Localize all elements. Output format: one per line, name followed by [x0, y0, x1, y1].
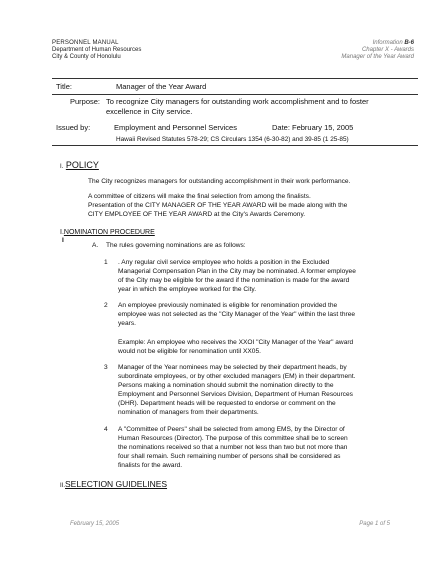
item-3-line-6: nomination of managers from their departments.	[118, 409, 259, 416]
title-label: Title:	[56, 82, 72, 91]
item-1-line-1: . Any regular civil service employee who holds a position in the Excluded	[118, 259, 330, 266]
info-top-rule	[52, 78, 418, 79]
issued-value: Employment and Personnel Services	[114, 123, 237, 132]
footer-date: February 15, 2005	[70, 521, 120, 527]
section-code: B-6	[404, 40, 414, 46]
department-name: Department of Human Resources	[52, 47, 142, 53]
item-3-line-3: Persons making a nomination should submit the nomination directly to the	[118, 382, 334, 389]
manual-header-left	[52, 40, 141, 61]
item-1-number: 1	[104, 259, 108, 266]
purpose-label: Purpose:	[70, 97, 101, 106]
footer-page-number: Page 1 of 5	[359, 521, 390, 527]
selection-heading	[60, 479, 167, 492]
example-line-1: Example: An employee who receives the XXOI "City Manager of the Year" award	[118, 339, 354, 346]
item-3-number: 3	[104, 364, 108, 371]
item-4-line-5: finalists for the award.	[118, 462, 183, 469]
selection-number: II.	[60, 483, 66, 489]
statutes: Hawaii Revised Statutes 578-29; CS Circulars 1354 (6-30-82) and 39-85 (1 25-85)	[116, 136, 349, 143]
item-4-line-2: Human Resources (Director). The purpose of this committee shall be to screen	[118, 435, 348, 442]
item-2-line-3: years.	[118, 320, 136, 327]
issued-label: Issued by:	[56, 123, 91, 132]
item-2-line-1: An employee previously nominated is eligible for renomination provided the	[118, 302, 338, 309]
item-2-line-2: employee was not selected as the "City Manager of the Year" within the last three	[118, 311, 356, 318]
item-3-line-2: subordinate employees, or by other excluded managers (EM) in their department.	[118, 373, 356, 380]
item-3-line-1: Manager of the Year nominees may be selected by their department heads, by	[118, 364, 347, 371]
item-1-line-4: year in which the employee worked for the City.	[118, 286, 257, 293]
chapter-name: Chapter X - Awards	[361, 47, 414, 53]
selection-title: SELECTION GUIDELINES	[65, 479, 168, 489]
rule-a-label: A.	[92, 242, 99, 249]
item-4-line-3: the nominations received so that a number not less than two but not more than	[118, 444, 348, 451]
policy-paragraph-2-line-1: A committee of citizens will make the final selection from among the finalists.	[88, 193, 311, 200]
purpose-line-2: excellence in City service.	[106, 107, 193, 116]
policy-number: I.	[60, 164, 64, 170]
policy-paragraph-2-line-3: CITY EMPLOYEE OF THE YEAR AWARD at the City's Awards Ceremony.	[88, 211, 306, 218]
nomination-title: NOMINATION PROCEDURE	[63, 229, 155, 236]
manual-name: PERSONNEL MANUAL	[52, 40, 119, 46]
nomination-heading	[60, 228, 155, 237]
nomination-marker: I	[62, 237, 64, 244]
item-1-line-3: of the City may be eligible for the award if the nomination is made for the award	[118, 277, 350, 284]
nomination-number: I.	[60, 229, 64, 236]
policy-paragraph-2-line-2: Presentation of the CITY MANAGER OF THE YEAR AWARD will be made along with the	[88, 202, 348, 209]
rule-a-text: The rules governing nominations are as follows:	[106, 242, 246, 249]
manual-header-right	[341, 40, 414, 61]
item-4-number: 4	[104, 426, 108, 433]
policy-heading	[60, 160, 99, 173]
item-4-line-4: four shall remain. Such remaining number of persons shall be considered as	[118, 453, 341, 460]
example-line-2: would not be eligible for renomination until XX05.	[118, 348, 261, 355]
award-name: Manager of the Year Award	[341, 54, 414, 60]
city-name: City & County of Honolulu	[52, 54, 121, 60]
title-value: Manager of the Year Award	[116, 82, 207, 91]
policy-paragraph-1: The City recognizes managers for outstanding accomplishment in their work performance.	[88, 178, 351, 185]
item-2-number: 2	[104, 302, 108, 309]
item-3-line-4: Employment and Personnel Services Division, Department of Human Resources	[118, 391, 353, 398]
item-1-line-2: Managerial Compensation Plan in the City may be nominated. A former employee	[118, 268, 356, 275]
item-3-line-5: (DHR). Department heads will be requested to endorse or comment on the	[118, 400, 336, 407]
section-label: Information	[372, 40, 403, 46]
info-bottom-rule	[52, 145, 418, 146]
issue-date: Date: February 15, 2005	[272, 123, 354, 132]
info-rule-1	[52, 94, 418, 95]
policy-title: POLICY	[65, 160, 99, 170]
item-4-line-1: A "Committee of Peers" shall be selected from among EMS, by the Director of	[118, 426, 345, 433]
purpose-line-1: To recognize City managers for outstanding work accomplishment and to foster	[106, 97, 369, 106]
